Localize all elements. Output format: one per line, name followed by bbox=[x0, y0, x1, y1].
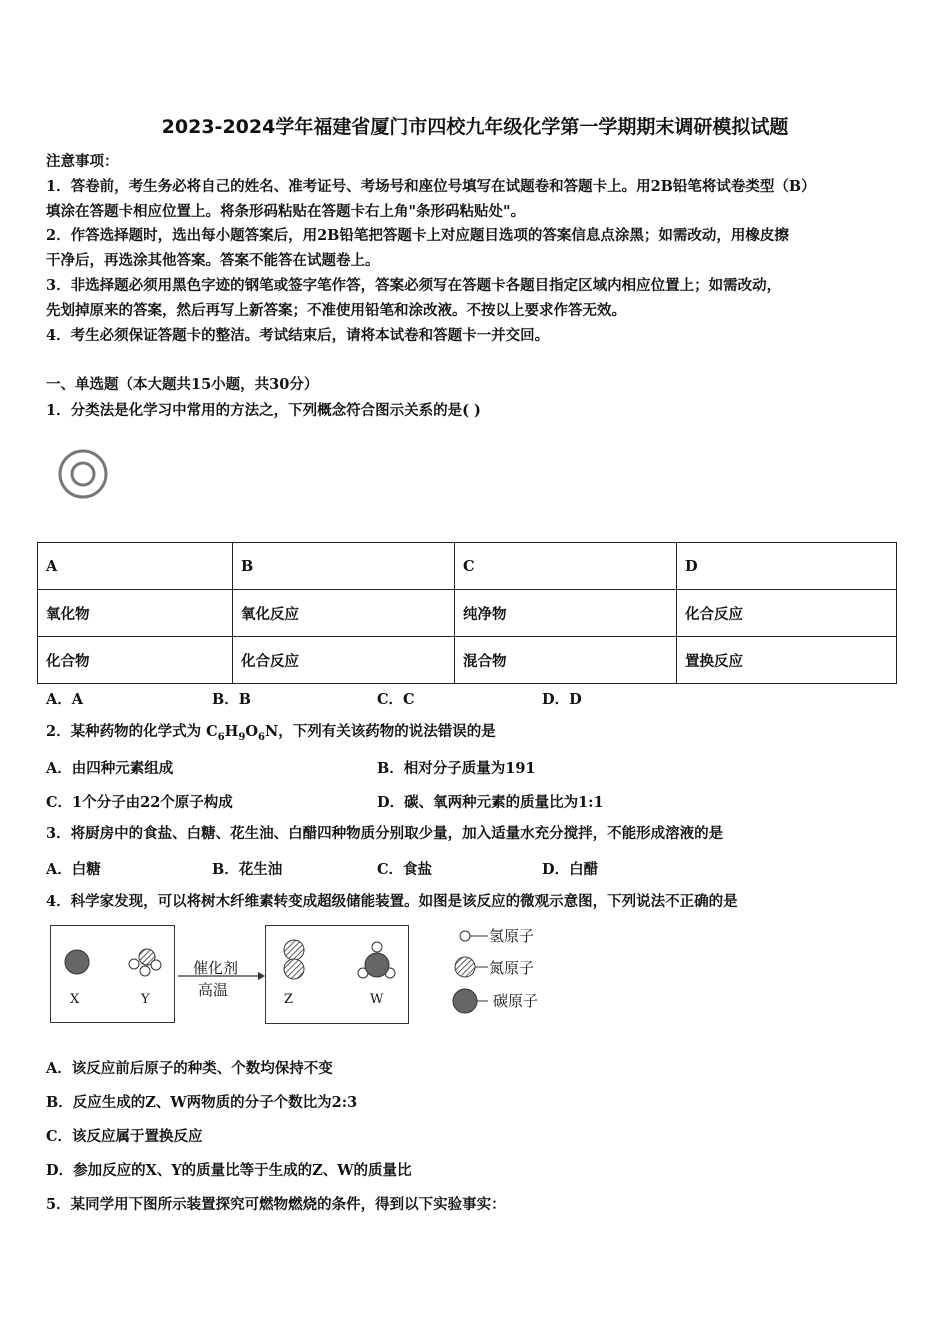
product-molecules bbox=[265, 925, 408, 1023]
q4-option-c: C．该反应属于置换反应 bbox=[46, 1128, 203, 1145]
section-heading: 一、单选题（本大题共15小题，共30分） bbox=[46, 376, 319, 393]
q3-option-d: D．白醋 bbox=[542, 861, 599, 878]
table-cell: 氧化物 bbox=[38, 590, 233, 637]
page-title: 2023-2024学年福建省厦门市四校九年级化学第一学期期末调研模拟试题 bbox=[161, 116, 789, 138]
notice-line: 干净后，再选涂其他答案。答案不能答在试题卷上。 bbox=[46, 252, 380, 269]
nitrogen-atom-icon bbox=[284, 940, 304, 960]
q1-table bbox=[37, 542, 897, 684]
notice-line: 先划掉原来的答案，然后再写上新答案；不准使用铅笔和涂改液。不按以上要求作答无效。 bbox=[46, 302, 626, 319]
label-w: W bbox=[370, 992, 384, 1007]
q2-stem-post: N，下列有关该药物的说法错误的是 bbox=[264, 723, 496, 740]
hydrogen-atom-icon bbox=[151, 960, 161, 970]
q2-option-d: D．碳、氧两种元素的质量比为1:1 bbox=[377, 794, 604, 811]
notice-line: 填涂在答题卡相应位置上。将条形码粘贴在答题卡右上角"条形码粘贴处"。 bbox=[46, 203, 526, 220]
notice-line: 3．非选择题必须用黑色字迹的钢笔或签字笔作答，答案必须写在答题卡各题目指定区域内相应位置上；如需改动， bbox=[46, 277, 782, 294]
q2-option-a: A．由四种元素组成 bbox=[46, 760, 174, 777]
table-cell: D bbox=[677, 543, 897, 590]
q4-stem: 4．科学家发现，可以将树木纤维素转变成超级储能装置。如图是该反应的微观示意图，下列说法不正确的是 bbox=[46, 893, 738, 910]
carbon-atom-icon bbox=[365, 953, 389, 977]
notice-heading: 注意事项： bbox=[46, 153, 119, 170]
label-x: X bbox=[70, 992, 80, 1007]
nitrogen-atom-icon bbox=[284, 959, 304, 979]
carbon-atom-icon bbox=[65, 950, 89, 974]
label-z: Z bbox=[284, 992, 294, 1007]
q3-option-c: C．食盐 bbox=[377, 861, 433, 878]
q2-formula-sub: 9 bbox=[238, 731, 246, 743]
notice-line: 2．作答选择题时，选出每小题答案后，用2B铅笔把答题卡上对应题目选项的答案信息点涂黑；如需改动，用橡皮擦 bbox=[46, 227, 789, 244]
table-cell: 氧化反应 bbox=[233, 590, 455, 637]
notice-line: 4．考生必须保证答题卡的整洁。考试结束后，请将本试卷和答题卡一并交回。 bbox=[46, 327, 550, 344]
concentric-circles-figure bbox=[55, 446, 111, 502]
q3-stem: 3．将厨房中的食盐、白糖、花生油、白醋四种物质分别取少量，加入适量水充分搅拌，不能形成溶液的是 bbox=[46, 825, 724, 842]
table-cell: 混合物 bbox=[455, 637, 677, 684]
legend-symbols bbox=[450, 924, 490, 1018]
q2-option-c: C．1个分子由22个原子构成 bbox=[46, 794, 233, 811]
legend-hydrogen: 氢原子 bbox=[489, 927, 535, 945]
table-cell: 纯净物 bbox=[455, 590, 677, 637]
q4-option-a: A．该反应前后原子的种类、个数均保持不变 bbox=[46, 1060, 333, 1077]
hydrogen-atom-icon bbox=[372, 942, 382, 952]
notice-line: 1．答卷前，考生务必将自己的姓名、准考证号、考场号和座位号填写在试题卷和答题卡上。用2B铅笔将试卷类型（B） bbox=[46, 178, 816, 195]
q4-option-b: B．反应生成的Z、W两物质的分子个数比为2:3 bbox=[46, 1094, 358, 1111]
carbon-atom-icon bbox=[453, 989, 477, 1013]
arrow-condition-bottom: 高温 bbox=[198, 981, 229, 999]
table-cell: 化合物 bbox=[38, 637, 233, 684]
q3-option-a: A．白糖 bbox=[46, 861, 101, 878]
table-cell: B bbox=[233, 543, 455, 590]
q2-stem bbox=[46, 722, 496, 748]
table-cell: 化合反应 bbox=[233, 637, 455, 684]
table-cell: 置换反应 bbox=[677, 637, 897, 684]
hydrogen-atom-icon bbox=[140, 966, 150, 976]
q2-formula-sub: 6 bbox=[217, 731, 225, 743]
q1-option-b: B．B bbox=[212, 691, 252, 708]
legend-carbon: 碳原子 bbox=[493, 992, 539, 1010]
q1-stem: 1．分类法是化学习中常用的方法之，下列概念符合图示关系的是( ) bbox=[46, 402, 481, 419]
q2-formula-o: O bbox=[245, 723, 258, 740]
q3-option-b: B．花生油 bbox=[212, 861, 283, 878]
q2-stem-pre: 2．某种药物的化学式为 C bbox=[46, 723, 218, 740]
label-y: Y bbox=[141, 992, 150, 1007]
hydrogen-atom-icon bbox=[129, 959, 139, 969]
q2-option-b: B．相对分子质量为191 bbox=[377, 760, 536, 777]
table-cell: 化合反应 bbox=[677, 590, 897, 637]
reactant-molecules bbox=[50, 925, 174, 1022]
legend-nitrogen: 氮原子 bbox=[489, 959, 535, 977]
q1-option-c: C．C bbox=[377, 691, 415, 708]
nitrogen-atom-icon bbox=[455, 957, 475, 977]
q1-option-d: D．D bbox=[542, 691, 582, 708]
arrow-condition-top: 催化剂 bbox=[193, 959, 239, 977]
table-cell: A bbox=[38, 543, 233, 590]
table-cell: C bbox=[455, 543, 677, 590]
hydrogen-atom-icon bbox=[460, 931, 470, 941]
q4-option-d: D．参加反应的X、Y的质量比等于生成的Z、W的质量比 bbox=[46, 1162, 412, 1179]
q2-formula-h: H bbox=[224, 723, 239, 740]
q1-option-a: A．A bbox=[46, 691, 84, 708]
q5-stem: 5．某同学用下图所示装置探究可燃物燃烧的条件，得到以下实验事实： bbox=[46, 1196, 506, 1213]
q2-formula-sub: 6 bbox=[257, 731, 265, 743]
